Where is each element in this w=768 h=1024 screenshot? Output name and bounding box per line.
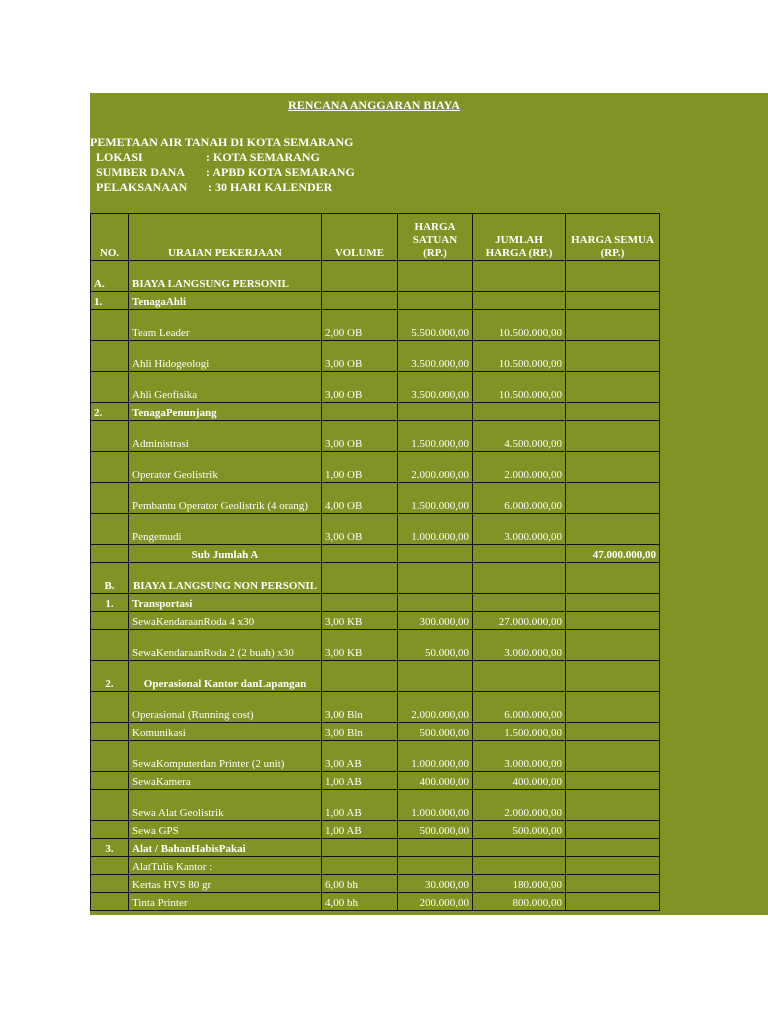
- cell-uraian: Pengemudi: [129, 514, 322, 545]
- cell-harga-semua: [566, 692, 660, 723]
- cell-jumlah-harga: 10.500.000,00: [473, 310, 566, 341]
- cell-uraian: BIAYA LANGSUNG PERSONIL: [129, 261, 322, 292]
- cell-jumlah-harga: 400.000,00: [473, 772, 566, 790]
- cell-harga-semua: [566, 790, 660, 821]
- cell-harga-semua: [566, 403, 660, 421]
- info-row-pelaksanaan: [96, 180, 332, 195]
- cell-volume: [322, 594, 398, 612]
- cell-volume: 1,00 AB: [322, 790, 398, 821]
- table-row: [91, 630, 660, 661]
- cell-harga-semua: [566, 452, 660, 483]
- cell-no: 1.: [91, 594, 129, 612]
- table-row: [91, 403, 660, 421]
- header-harga-semua: HARGA SEMUA (RP.): [566, 214, 660, 261]
- cell-harga-semua: [566, 661, 660, 692]
- cell-no: [91, 341, 129, 372]
- cell-harga-satuan: [398, 661, 473, 692]
- cell-no: [91, 723, 129, 741]
- table-row: [91, 661, 660, 692]
- cell-volume: 3,00 OB: [322, 514, 398, 545]
- cell-jumlah-harga: 500.000,00: [473, 821, 566, 839]
- cell-uraian: Tinta Printer: [129, 893, 322, 911]
- cell-harga-semua: 47.000.000,00: [566, 545, 660, 563]
- table-row: [91, 692, 660, 723]
- cell-volume: 4,00 OB: [322, 483, 398, 514]
- cell-uraian: Ahli Geofisika: [129, 372, 322, 403]
- cell-volume: 1,00 AB: [322, 772, 398, 790]
- cell-jumlah-harga: 2.000.000,00: [473, 790, 566, 821]
- cell-harga-semua: [566, 261, 660, 292]
- cell-harga-satuan: [398, 594, 473, 612]
- cell-harga-satuan: 500.000,00: [398, 821, 473, 839]
- table-row: [91, 372, 660, 403]
- cell-volume: 1,00 AB: [322, 821, 398, 839]
- cell-jumlah-harga: [473, 857, 566, 875]
- cell-jumlah-harga: 6.000.000,00: [473, 483, 566, 514]
- cell-no: [91, 514, 129, 545]
- cell-volume: [322, 403, 398, 421]
- cell-harga-semua: [566, 839, 660, 857]
- cell-volume: [322, 292, 398, 310]
- cell-uraian: Komunikasi: [129, 723, 322, 741]
- cell-harga-satuan: 30.000,00: [398, 875, 473, 893]
- cell-volume: 3,00 AB: [322, 741, 398, 772]
- cell-harga-semua: [566, 372, 660, 403]
- cell-volume: 3,00 OB: [322, 372, 398, 403]
- cell-no: B.: [91, 563, 129, 594]
- cell-harga-semua: [566, 723, 660, 741]
- cell-uraian: Sewa Alat Geolistrik: [129, 790, 322, 821]
- cell-no: [91, 821, 129, 839]
- cell-volume: [322, 857, 398, 875]
- cell-volume: 1,00 OB: [322, 452, 398, 483]
- table-row: [91, 261, 660, 292]
- cell-no: 2.: [91, 403, 129, 421]
- cell-uraian: Alat / BahanHabisPakai: [129, 839, 322, 857]
- cell-jumlah-harga: 180.000,00: [473, 875, 566, 893]
- cell-harga-satuan: [398, 839, 473, 857]
- cell-jumlah-harga: 3.000.000,00: [473, 741, 566, 772]
- spreadsheet-sheet: [90, 93, 768, 915]
- cell-jumlah-harga: 3.000.000,00: [473, 514, 566, 545]
- info-label: SUMBER DANA: [96, 165, 186, 179]
- table-row: [91, 483, 660, 514]
- table-header-row: [91, 214, 660, 261]
- budget-table: [90, 213, 660, 911]
- cell-uraian: Sub Jumlah A: [129, 545, 322, 563]
- cell-no: [91, 857, 129, 875]
- cell-harga-semua: [566, 612, 660, 630]
- cell-no: A.: [91, 261, 129, 292]
- cell-harga-satuan: 1.000.000,00: [398, 514, 473, 545]
- cell-harga-semua: [566, 630, 660, 661]
- cell-no: [91, 893, 129, 911]
- cell-jumlah-harga: 4.500.000,00: [473, 421, 566, 452]
- cell-harga-semua: [566, 893, 660, 911]
- cell-harga-satuan: 1.000.000,00: [398, 790, 473, 821]
- cell-no: [91, 545, 129, 563]
- cell-jumlah-harga: 3.000.000,00: [473, 630, 566, 661]
- cell-uraian: Transportasi: [129, 594, 322, 612]
- cell-harga-semua: [566, 514, 660, 545]
- cell-volume: [322, 545, 398, 563]
- cell-harga-satuan: [398, 403, 473, 421]
- cell-harga-semua: [566, 341, 660, 372]
- cell-volume: [322, 563, 398, 594]
- cell-harga-semua: [566, 857, 660, 875]
- cell-uraian: SewaKamera: [129, 772, 322, 790]
- cell-no: [91, 630, 129, 661]
- cell-no: [91, 772, 129, 790]
- info-label: LOKASI: [96, 150, 143, 164]
- header-volume: VOLUME: [322, 214, 398, 261]
- table-row: [91, 594, 660, 612]
- table-row: [91, 292, 660, 310]
- table-row: [91, 545, 660, 563]
- cell-harga-semua: [566, 292, 660, 310]
- cell-harga-satuan: 300.000,00: [398, 612, 473, 630]
- table-row: [91, 612, 660, 630]
- table-row: [91, 514, 660, 545]
- cell-harga-semua: [566, 310, 660, 341]
- cell-no: [91, 612, 129, 630]
- table-row: [91, 772, 660, 790]
- cell-volume: [322, 839, 398, 857]
- cell-jumlah-harga: [473, 403, 566, 421]
- cell-jumlah-harga: 2.000.000,00: [473, 452, 566, 483]
- table-row: [91, 839, 660, 857]
- cell-harga-satuan: 200.000,00: [398, 893, 473, 911]
- cell-uraian: Team Leader: [129, 310, 322, 341]
- cell-uraian: SewaKomputerdan Printer (2 unit): [129, 741, 322, 772]
- cell-harga-satuan: 1.500.000,00: [398, 483, 473, 514]
- cell-harga-satuan: 400.000,00: [398, 772, 473, 790]
- cell-volume: 3,00 OB: [322, 341, 398, 372]
- cell-uraian: SewaKendaraanRoda 4 x30: [129, 612, 322, 630]
- cell-jumlah-harga: 10.500.000,00: [473, 341, 566, 372]
- info-row-sumber-dana: [96, 165, 355, 180]
- cell-harga-semua: [566, 875, 660, 893]
- table-row: [91, 421, 660, 452]
- cell-jumlah-harga: [473, 563, 566, 594]
- cell-uraian: AlatTulis Kantor :: [129, 857, 322, 875]
- cell-harga-satuan: [398, 857, 473, 875]
- cell-no: 1.: [91, 292, 129, 310]
- cell-no: [91, 875, 129, 893]
- cell-no: [91, 421, 129, 452]
- table-row: [91, 875, 660, 893]
- cell-harga-satuan: [398, 261, 473, 292]
- cell-no: 3.: [91, 839, 129, 857]
- cell-no: [91, 483, 129, 514]
- cell-harga-satuan: 500.000,00: [398, 723, 473, 741]
- cell-jumlah-harga: [473, 594, 566, 612]
- cell-harga-semua: [566, 563, 660, 594]
- cell-no: [91, 741, 129, 772]
- info-value: : APBD KOTA SEMARANG: [206, 165, 355, 179]
- cell-harga-semua: [566, 772, 660, 790]
- table-row: [91, 341, 660, 372]
- table-row: [91, 310, 660, 341]
- table-row: [91, 893, 660, 911]
- project-name: PEMETAAN AIR TANAH DI KOTA SEMARANG: [90, 135, 354, 149]
- cell-volume: [322, 661, 398, 692]
- cell-uraian: BIAYA LANGSUNG NON PERSONIL: [129, 563, 322, 594]
- cell-uraian: Operasional Kantor danLapangan: [129, 661, 322, 692]
- cell-uraian: Ahli Hidogeologi: [129, 341, 322, 372]
- cell-uraian: SewaKendaraanRoda 2 (2 buah) x30: [129, 630, 322, 661]
- table-row: [91, 723, 660, 741]
- header-uraian: URAIAN PEKERJAAN: [129, 214, 322, 261]
- cell-jumlah-harga: 800.000,00: [473, 893, 566, 911]
- cell-jumlah-harga: 27.000.000,00: [473, 612, 566, 630]
- cell-uraian: TenagaAhli: [129, 292, 322, 310]
- cell-volume: 3,00 OB: [322, 421, 398, 452]
- cell-harga-satuan: 5.500.000,00: [398, 310, 473, 341]
- cell-no: [91, 790, 129, 821]
- cell-uraian: Operator Geolistrik: [129, 452, 322, 483]
- cell-jumlah-harga: 6.000.000,00: [473, 692, 566, 723]
- info-value: : KOTA SEMARANG: [206, 150, 320, 164]
- cell-uraian: Operasional (Running cost): [129, 692, 322, 723]
- table-row: [91, 821, 660, 839]
- header-jumlah-harga: JUMLAH HARGA (RP.): [473, 214, 566, 261]
- cell-volume: 3,00 Bln: [322, 723, 398, 741]
- info-label: PELAKSANAAN: [96, 180, 188, 194]
- cell-harga-satuan: [398, 563, 473, 594]
- cell-jumlah-harga: [473, 261, 566, 292]
- cell-jumlah-harga: [473, 661, 566, 692]
- cell-jumlah-harga: 1.500.000,00: [473, 723, 566, 741]
- cell-uraian: Pembantu Operator Geolistrik (4 orang): [129, 483, 322, 514]
- cell-volume: 6,00 bh: [322, 875, 398, 893]
- cell-no: 2.: [91, 661, 129, 692]
- cell-uraian: Sewa GPS: [129, 821, 322, 839]
- table-row: [91, 452, 660, 483]
- cell-harga-satuan: [398, 545, 473, 563]
- cell-uraian: Kertas HVS 80 gr: [129, 875, 322, 893]
- cell-harga-semua: [566, 483, 660, 514]
- cell-jumlah-harga: [473, 839, 566, 857]
- cell-harga-satuan: 1.500.000,00: [398, 421, 473, 452]
- document-title: RENCANA ANGGARAN BIAYA: [288, 98, 460, 112]
- table-row: [91, 790, 660, 821]
- cell-harga-semua: [566, 421, 660, 452]
- cell-harga-satuan: 50.000,00: [398, 630, 473, 661]
- cell-no: [91, 372, 129, 403]
- cell-harga-semua: [566, 821, 660, 839]
- cell-harga-satuan: 2.000.000,00: [398, 452, 473, 483]
- cell-harga-semua: [566, 741, 660, 772]
- cell-volume: 3,00 KB: [322, 630, 398, 661]
- cell-harga-satuan: 3.500.000,00: [398, 372, 473, 403]
- cell-harga-satuan: 1.000.000,00: [398, 741, 473, 772]
- table-row: [91, 563, 660, 594]
- cell-jumlah-harga: 10.500.000,00: [473, 372, 566, 403]
- cell-volume: [322, 261, 398, 292]
- cell-harga-satuan: [398, 292, 473, 310]
- info-value: : 30 HARI KALENDER: [208, 180, 333, 194]
- cell-uraian: Administrasi: [129, 421, 322, 452]
- cell-volume: 3,00 Bln: [322, 692, 398, 723]
- cell-jumlah-harga: [473, 292, 566, 310]
- cell-no: [91, 692, 129, 723]
- table-row: [91, 741, 660, 772]
- cell-harga-satuan: 2.000.000,00: [398, 692, 473, 723]
- cell-harga-satuan: 3.500.000,00: [398, 341, 473, 372]
- header-harga-satuan: HARGA SATUAN (RP.): [398, 214, 473, 261]
- cell-no: [91, 310, 129, 341]
- cell-no: [91, 452, 129, 483]
- cell-uraian: TenagaPenunjang: [129, 403, 322, 421]
- header-no: NO.: [91, 214, 129, 261]
- info-row-lokasi: [96, 150, 320, 165]
- cell-volume: 4,00 bh: [322, 893, 398, 911]
- cell-volume: 3,00 KB: [322, 612, 398, 630]
- cell-volume: 2,00 OB: [322, 310, 398, 341]
- table-row: [91, 857, 660, 875]
- cell-harga-semua: [566, 594, 660, 612]
- cell-jumlah-harga: [473, 545, 566, 563]
